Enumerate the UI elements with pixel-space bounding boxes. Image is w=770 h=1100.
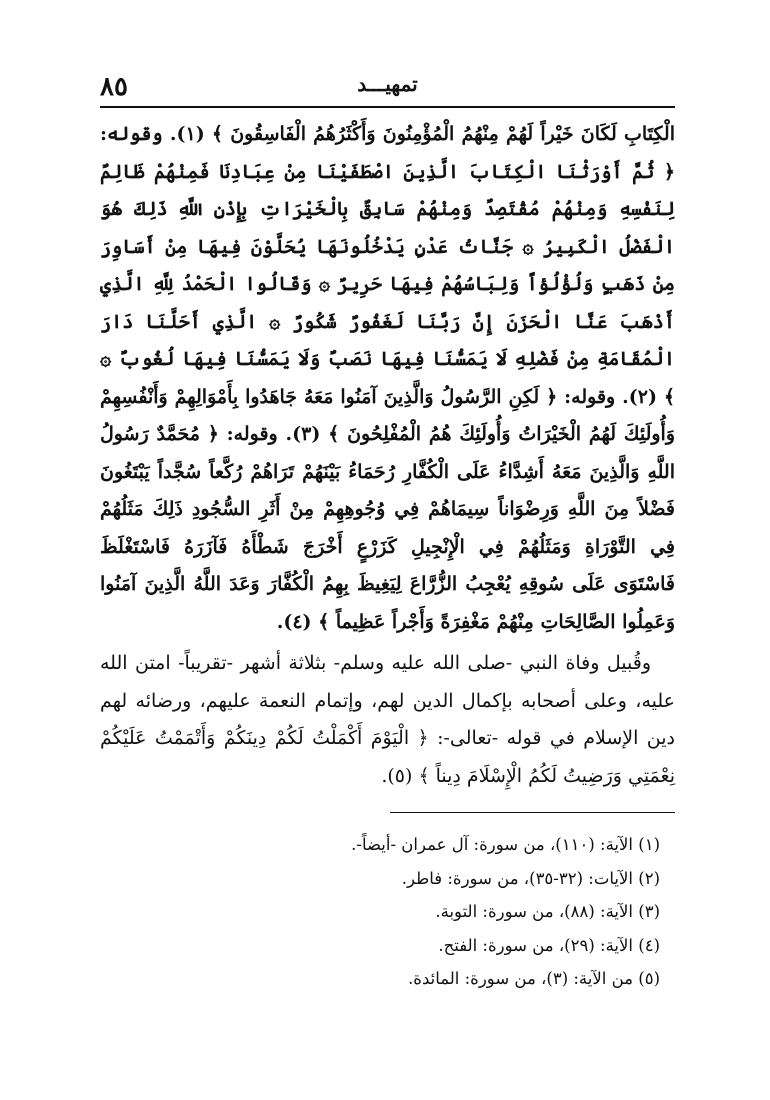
footnote-1: (١) الآية: (١١٠)، من سورة: آل عمران -أيضاً-.	[351, 835, 660, 854]
verses-paragraph: الْكِتَابِ لَكَانَ خَيْراً لَهُمْ مِنْهُمُ الْمُؤْمِنُونَ وَأَكْثَرُهُمُ الْفَاسِقُونَ ﴾ (١). وقوله: ﴿ ثُمَّ أَوْرَثْنَا الْكِتَابَ الَّذِينَ اصْطَفَيْنَا مِنْ عِبَادِنَا فَمِنْهُمْ ظَالِمٌ لِنَفْسِهِ وَمِنْهُمْ مُقْتَصِدٌ وَمِنْهُمْ سَابِقٌ بِالْخَيْرَاتِ بِإِذْنِ اللَّهِ ذَلِكَ هُوَ الْفَضْلُ الْكَبِيرُ ۞ جَنَّاتُ عَدْنٍ يَدْخُلُونَهَا يُحَلَّوْنَ فِيهَا مِنْ أَسَاوِرَ مِنْ ذَهَبٍ وَلُؤْلُؤاً وَلِبَاسُهُمْ فِيهَا حَرِيرٌ ۞ وَقَالُوا الْحَمْدُ لِلَّهِ الَّذِي أَذْهَبَ عَنَّا الْحَزَنَ إِنَّ رَبَّنَا لَغَفُورٌ شَكُورٌ ۞ الَّذِي أَحَلَّنَا دَارَ الْمُقَامَةِ مِنْ فَضْلِهِ لَا يَمَسُّنَا فِيهَا نَصَبٌ وَلَا يَمَسُّنَا فِيهَا لُغُوبٌ ۞ ﴾ (٢). وقوله: ﴿ لَكِنِ الرَّسُولُ وَالَّذِينَ آمَنُوا مَعَهُ جَاهَدُوا بِأَمْوَالِهِمْ وَأَنْفُسِهِمْ وَأُولَئِكَ لَهُمُ الْخَيْرَاتُ وَأُولَئِكَ هُمُ الْمُفْلِحُونَ ﴾ (٣). وقوله: ﴿ مُحَمَّدٌ رَسُولُ اللَّهِ وَالَّذِينَ مَعَهُ أَشِدَّاءُ عَلَى الْكُفَّارِ رُحَمَاءُ بَيْنَهُمْ تَرَاهُمْ رُكَّعاً سُجَّداً يَبْتَغُونَ فَضْلاً مِنَ اللَّهِ وَرِضْوَاناً سِيمَاهُمْ فِي وُجُوهِهِمْ مِنْ أَثَرِ السُّجُودِ ذَلِكَ مَثَلُهُمْ فِي التَّوْرَاةِ وَمَثَلُهُمْ فِي الْإِنْجِيلِ كَزَرْعٍ أَخْرَجَ شَطْأَهُ فَآزَرَهُ فَاسْتَغْلَظَ فَاسْتَوَى عَلَى سُوقِهِ يُعْجِبُ الزُّرَّاعَ لِيَغِيظَ بِهِمُ الْكُفَّارَ وَعَدَ اللَّهُ الَّذِينَ آمَنُوا وَعَمِلُوا الصَّالِحَاتِ مِنْهُمْ مَغْفِرَةً وَأَجْراً عَظِيماً ﴾ (٤).	[100, 123, 675, 633]
footnote-4: (٤) الآية: (٢٩)، من سورة: الفتح.	[438, 935, 660, 955]
page-number: ٨٥	[100, 72, 128, 102]
footnote-divider	[390, 812, 675, 813]
footnote-2: (٢) الآيات: (٣٢-٣٥)، من سورة: فاطر.	[401, 868, 660, 888]
header-divider	[100, 106, 675, 108]
running-title: تمهيـــد	[357, 72, 418, 96]
footnote-3: (٣) الآية: (٨٨)، من سورة: التوبة.	[435, 902, 660, 921]
main-text	[100, 116, 675, 795]
page-header	[100, 62, 675, 102]
narrative-paragraph: وقُبيل وفاة النبي -صلى الله عليه وسلم- بثلاثة أشهر -تقريباً- امتن الله عليه، وعلى أصحابه بإكمال الدين لهم، وإتمام النعمة عليهم، ورضائه لهم دين الإسلام في قوله -تعالى-: ﴿ الْيَوْمَ أَكْمَلْتُ لَكُمْ دِينَكُمْ وَأَتْمَمْتُ عَلَيْكُمْ نِعْمَتِي وَرَضِيتُ لَكُمُ الْإِسْلَامَ دِيناً ﴾ (٥).	[100, 652, 675, 787]
footnote-5: (٥) من الآية: (٣)، من سورة: المائدة.	[408, 969, 660, 988]
footnotes	[100, 828, 660, 996]
